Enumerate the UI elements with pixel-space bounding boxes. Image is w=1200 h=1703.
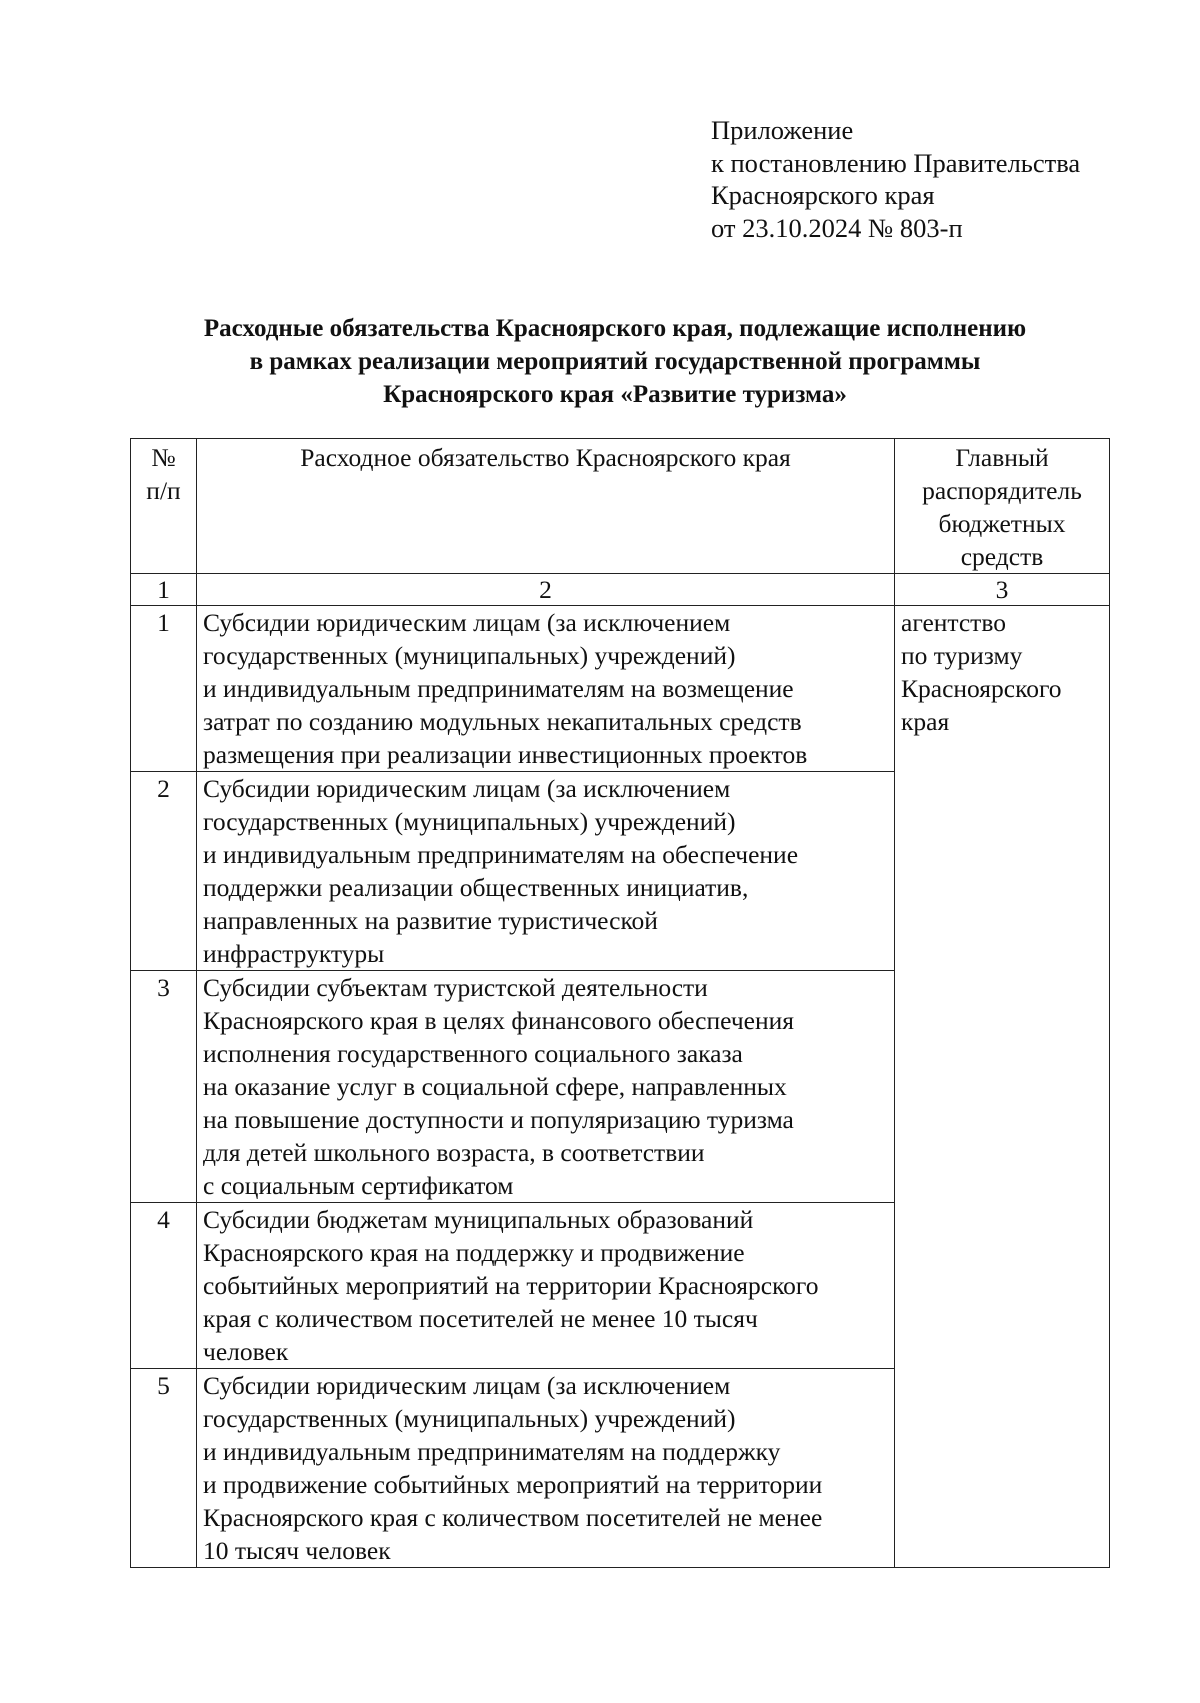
header-number: № п/п <box>131 439 197 574</box>
row-number: 3 <box>131 971 197 1203</box>
obligation-text: Субсидии юридическим лицам (за исключением государственных (муниципальных) учреждений) и индивидуальным предпринимателям на поддержку и продвижение событийных мероприятий на территории Красноярского края с количеством посетителей не менее 10 тысяч человек <box>197 1369 895 1568</box>
obligation-text: Субсидии субъектам туристской деятельности Красноярского края в целях финансового обеспечения исполнения государственного социального заказа на оказание услуг в социальной сфере, направленных на повышение доступности и популяризацию туризма для детей школьного возраста, в соответствии с социальным сертификатом <box>197 971 895 1203</box>
appendix-block <box>711 114 1080 244</box>
row-number: 5 <box>131 1369 197 1568</box>
row-number: 2 <box>131 772 197 971</box>
column-number-row <box>131 574 1110 606</box>
title-line: Красноярского края «Развитие туризма» <box>383 381 847 408</box>
document-title <box>120 312 1110 411</box>
table-header-row <box>131 439 1110 574</box>
obligation-text: Субсидии юридическим лицам (за исключением государственных (муниципальных) учреждений) и индивидуальным предпринимателям на возмещение затрат по созданию модульных некапитальных средств размещения при реализации инвестиционных проектов <box>197 606 895 772</box>
title-line: в рамках реализации мероприятий государственной программы <box>249 348 981 375</box>
appendix-line: Приложение <box>711 115 854 145</box>
row-number: 1 <box>131 606 197 772</box>
table-row <box>131 606 1110 772</box>
appendix-line: к постановлению Правительства <box>711 147 1081 178</box>
appendix-line: Красноярского края <box>711 180 935 210</box>
column-number: 1 <box>131 574 197 606</box>
budget-manager-cell: агентство по туризму Красноярского края <box>895 606 1110 1568</box>
column-number: 2 <box>197 574 895 606</box>
column-number: 3 <box>895 574 1110 606</box>
appendix-date-line: от 23.10.2024 № 803-п <box>711 212 963 243</box>
row-number: 4 <box>131 1203 197 1369</box>
title-line: Расходные обязательства Красноярского края, подлежащие исполнению <box>203 315 1027 342</box>
header-budget-manager: Главный распорядитель бюджетных средств <box>895 439 1110 574</box>
obligation-text: Субсидии бюджетам муниципальных образований Красноярского края на поддержку и продвижение событийных мероприятий на территории Красноярского края с количеством посетителей не менее 10 тысяч человек <box>197 1203 895 1369</box>
obligations-table <box>130 438 1110 1568</box>
header-obligation: Расходное обязательство Красноярского края <box>197 439 895 574</box>
obligation-text: Субсидии юридическим лицам (за исключением государственных (муниципальных) учреждений) и индивидуальным предпринимателям на обеспечение поддержки реализации общественных инициатив, направленных на развитие туристической инфраструктуры <box>197 772 895 971</box>
